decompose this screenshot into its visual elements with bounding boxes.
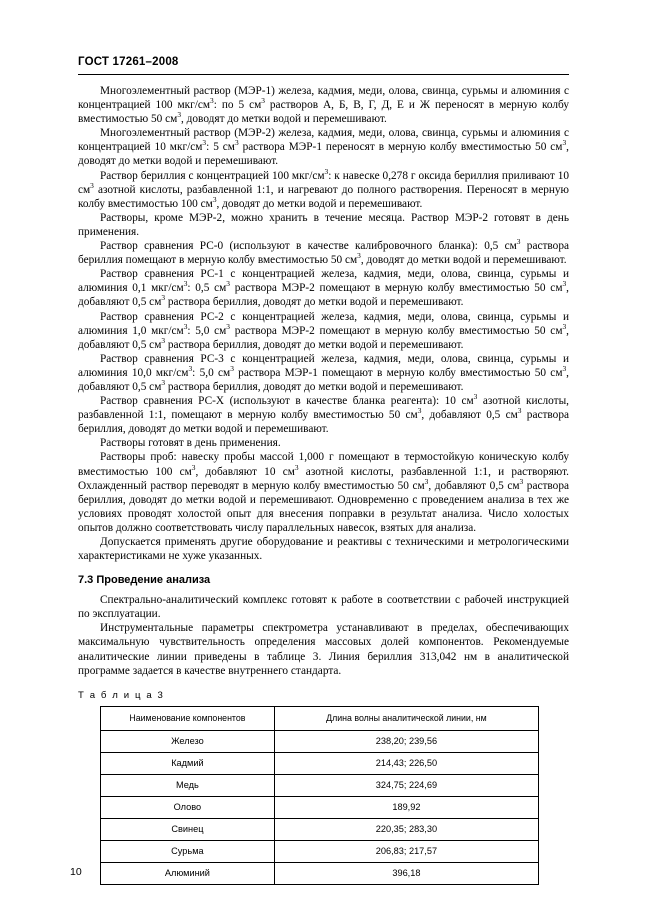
table-cell-component: Железо [101, 730, 275, 752]
paragraph: Растворы готовят в день применения. [100, 437, 281, 450]
table-row [101, 862, 539, 884]
table-cell-wavelength: 238,20; 239,56 [274, 730, 538, 752]
table-row [101, 796, 539, 818]
paragraph: Многоэлементный раствор (МЭР-2) железа, кадмия, меди, олова, свинца, сурьмы и алюминия с концентрацией 10 мкг/$см^3$: 5 $см^3$ раствора МЭР-1 переносят в мерную колбу вместимостью 50 $см^3$, доводят до метки водой и перемешивают. [78, 127, 569, 168]
table-cell-component: Сурьма [101, 840, 275, 862]
section-heading: 7.3 Проведение анализа [78, 574, 211, 587]
paragraph: Инструментальные параметры спектрометра устанавливают в пределах, обеспечивающих максимальную чувствительность определения массовых долей компонентов. Рекомендуемые аналитические линии приведены в таблице 3. Линия бериллия 313,042 нм в аналитической программе задается в качестве внутреннего стандарта. [78, 622, 569, 677]
table-cell-wavelength: 220,35; 283,30 [274, 818, 538, 840]
analytical-lines-table [100, 706, 539, 885]
paragraph: Раствор сравнения РС-0 (используют в качестве калибровочного бланка): 0,5 $см^3$ раствора бериллия помещают в мерную колбу вместимостью 50 $см^3$, доводят до метки водой и перемешивают. [78, 237, 569, 267]
table-header-cell: Длина волны аналитической линии, нм [274, 706, 538, 730]
table-cell-wavelength: 189,92 [274, 796, 538, 818]
page-content [78, 84, 569, 885]
table-body [101, 730, 539, 884]
page-header: ГОСТ 17261–2008 [78, 56, 179, 68]
table-cell-component: Медь [101, 774, 275, 796]
table-cell-component: Свинец [101, 818, 275, 840]
table-cell-wavelength: 214,43; 226,50 [274, 752, 538, 774]
paragraph: Допускается применять другие оборудование и реактивы с техническими и метрологическими характеристиками не хуже указанных. [78, 536, 569, 563]
paragraph: Растворы, кроме МЭР-2, можно хранить в течение месяца. Раствор МЭР-2 готовят в день применения. [78, 211, 569, 238]
table-cell-wavelength: 324,75; 224,69 [274, 774, 538, 796]
table-cell-wavelength: 206,83; 217,57 [274, 840, 538, 862]
page-number: 10 [70, 866, 82, 878]
table-cell-component: Кадмий [101, 752, 275, 774]
paragraph: Раствор сравнения РС-2 с концентрацией железа, кадмия, меди, олова, свинца, сурьмы и алюминия 1,0 мкг/$см^3$: 5,0 $см^3$ раствора МЭР-2 помещают в мерную колбу вместимостью 50 $см^3$, добавляют 0,5 $см^3$ раствора бериллия, доводят до метки водой и перемешивают. [78, 310, 569, 351]
table-cell-component: Алюминий [101, 862, 275, 884]
paragraph: Раствор сравнения РС-1 с концентрацией железа, кадмия, меди, олова, свинца, сурьмы и алюминия 0,1 мкг/$см^3$: 0,5 $см^3$ раствора МЭР-2 помещают в мерную колбу вместимостью 50 $см^3$, добавляют 0,5 $см^3$ раствора бериллия, доводят до метки водой и перемешивают. [78, 268, 569, 309]
paragraph: Раствор бериллия с концентрацией 100 мкг/$см^3$: к навеске 0,278 г оксида бериллия приливают 10 $см^3$ азотной кислоты, разбавленной 1:1, и нагревают до полного растворения. Переносят в мерную колбу вместимостью 100 $см^3$, доводят до метки водой и перемешивают. [78, 166, 569, 210]
table-header-row [101, 706, 539, 730]
paragraph: Раствор сравнения РС-3 с концентрацией железа, кадмия, меди, олова, свинца, сурьмы и алюминия 10,0 мкг/$см^3$: 5,0 $см^3$ раствора МЭР-1 помещают в мерную колбу вместимостью 50 $см^3$, добавляют 0,5 $см^3$ раствора бериллия, доводят до метки водой и перемешивают. [78, 352, 569, 393]
table-cell-wavelength: 396,18 [274, 862, 538, 884]
table-row [101, 752, 539, 774]
paragraph: Растворы проб: навеску пробы массой 1,000 г помещают в термостойкую коническую колбу вместимостью 100 $см^3$, добавляют 10 $см^3$ азотной кислоты, разбавленной 1:1, и растворяют. Охлажденный раствор переводят в мерную колбу вместимостью 50 $см^3$, добавляют 0,5 $см^3$ раствора бериллия, доводят до метки водой и перемешивают. Одновременно с проведением анализа в тех же условиях проводят холостой опыт для внесения поправки в результат анализа. Число холостых опытов должно соответствовать числу параллельных навесок, взятых для анализа. [78, 451, 569, 534]
table-row [101, 840, 539, 862]
paragraph: Раствор сравнения РС-Х (используют в качестве бланка реагента): 10 $см^3$ азотной кислоты, разбавленной 1:1, помещают в мерную колбу вместимостью 50 $см^3$, добавляют 0,5 $см^3$ раствора бериллия, доводят до метки водой и перемешивают. [78, 392, 569, 436]
table-cell-component: Олово [101, 796, 275, 818]
header-divider [78, 74, 569, 75]
table-row [101, 730, 539, 752]
table-row [101, 818, 539, 840]
table-header-cell: Наименование компонентов [101, 706, 275, 730]
paragraph: Спектрально-аналитический комплекс готовят к работе в соответствии с рабочей инструкцией по эксплуатации. [78, 594, 569, 621]
table-row [101, 774, 539, 796]
table-caption: Т а б л и ц а 3 [78, 689, 165, 701]
paragraph: Многоэлементный раствор (МЭР-1) железа, кадмия, меди, олова, свинца, сурьмы и алюминия с концентрацией 100 мкг/$см^3$: по 5 $см^3$ растворов А, Б, В, Г, Д, Е и Ж переносят в мерную колбу вместимостью 50 $см^3$, доводят до метки водой и перемешивают. [78, 85, 569, 126]
